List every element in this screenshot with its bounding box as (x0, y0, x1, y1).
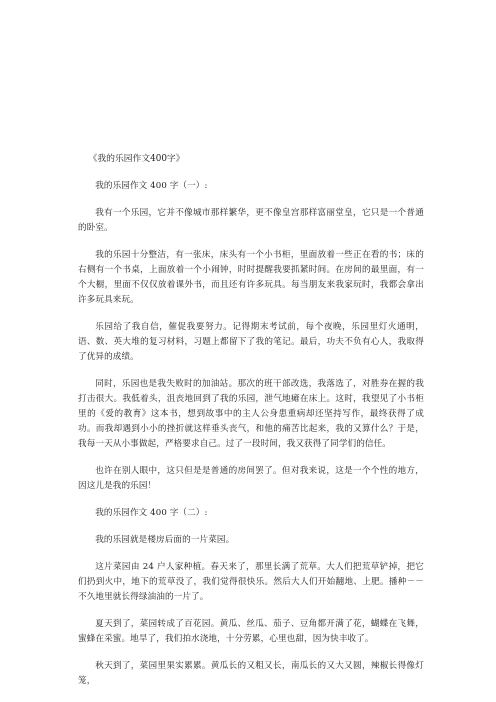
paragraph: 我的乐园十分整洁，有一张床，床头有一个小书柜，里面放着一些正在看的书；床的右侧有一个书桌，上面放着一个小闹钟，时时提醒我要抓紧时间。在房间的最里面，有一个大橱，里面不仅仅放着课外书，而且还有许多玩具。每当朋友来我家玩时，我都会拿出许多玩具来玩。 (78, 250, 424, 305)
document-title: 《我的乐园作文400字》 (88, 154, 185, 164)
paragraph: 我的乐园作文 400 字（一）: (95, 181, 208, 191)
paragraph: 夏天到了，菜园转成了百花园。黄瓜、丝瓜、茄子、豆角都开满了花，蝴蝶在飞舞，蜜蜂在采蜜。地旱了，我们拍水浇地，十分劳累，心里也甜，因为快丰收了。 (78, 619, 424, 644)
paragraph: 同时，乐园也是我失败时的加油站。那次的班干部改选，我落选了，对胜券在握的我打击很大。我低着头，沮丧地回到了我的乐园，泄气地瘫在床上。这时，我望见了小书柜里的《爱的教育》这本书，想到故事中的主人公身患重病却还坚持写作，最终获得了成功。而我却遇到小小的挫折就这样垂头丧气，和他的痛苦比起来，我的又算什么？于是，我每一天从小事做起，严格要求自己。过了一段时间，我又获得了同学们的信任。 (78, 379, 424, 449)
paragraph: 这片菜园由 24 户人家种植。春天来了，那里长满了荒草。大人们把荒草铲掉，把它们扔到火中，地下的荒草没了，我们觉得很快乐。然后大人们开始翻地、上肥。播种－－不久地里就长得绿油油的一片了。 (78, 562, 424, 602)
paragraph: 我的乐园作文 400 字（二）: (95, 508, 208, 518)
paragraph: 乐园给了我自信，催促我要努力。记得期末考试前，每个夜晚，乐园里灯火通明，语、数、英大堆的复习材料，习题上都留下了我的笔记。最后，功夫不负有心人，我取得了优异的成绩。 (78, 322, 424, 362)
paragraph: 秋天到了，菜园里果实累累。黄瓜长的又粗又长，南瓜长的又大又圆，辣椒长得像灯笼， (78, 661, 424, 686)
paragraph: 也许在别人眼中，这只但是是普通的房间罢了。但对我来说，这是一个个性的地方，因这儿是我的乐园！ (78, 466, 424, 491)
document-body (78, 152, 424, 701)
paragraph: 我有一个乐园，它并不像城市那样繁华，更不像皇宫那样富丽堂皇，它只是一个普通的卧室。 (78, 208, 424, 233)
paragraph: 我的乐园就是楼房后面的一片菜园。 (95, 535, 235, 545)
